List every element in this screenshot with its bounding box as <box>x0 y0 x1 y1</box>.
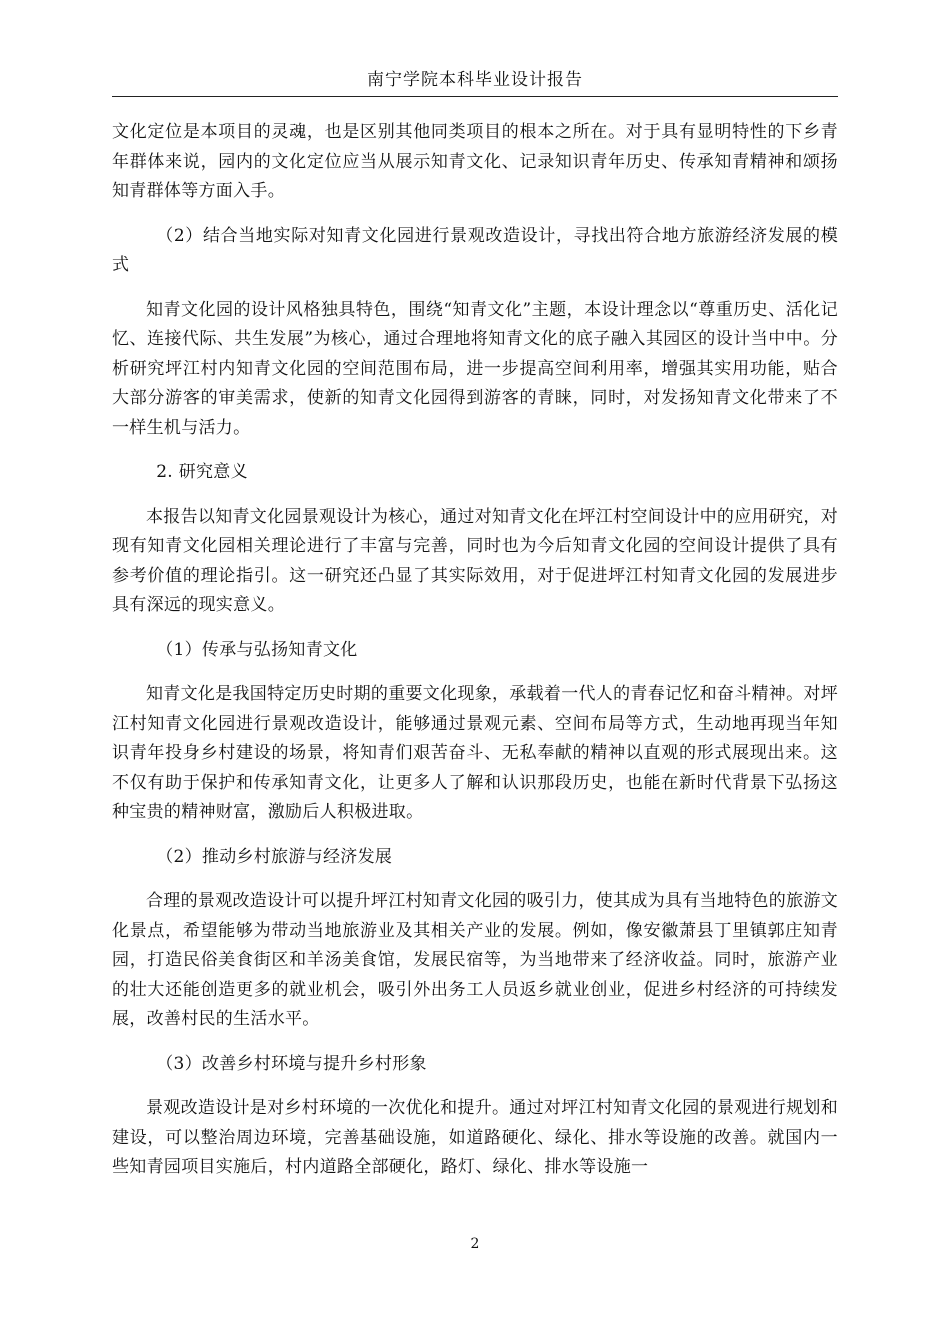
paragraph-design-style: 知青文化园的设计风格独具特色，围绕“知青文化”主题，本设计理念以“尊重历史、活化记忆、连接代际、共生发展”为核心，通过合理地将知青文化的底子融入其园区的设计当中中。分析研究坪江村内知青文化园的空间范围布局，进一步提高空间利用率，增强其实用功能，贴合大部分游客的审美需求，使新的知青文化园得到游客的青睐，同时，对发扬知青文化带来了不一样生机与活力。 <box>112 299 838 438</box>
section-heading-research-significance: 2. 研究意义 <box>156 462 248 482</box>
paragraph-inherit-culture: 知青文化是我国特定历史时期的重要文化现象，承载着一代人的青春记忆和奋斗精神。对坪江村知青文化园进行景观改造设计，能够通过景观元素、空间布局等方式，生动地再现当年知识青年投身乡村建设的场景，将知青们艰苦奋斗、无私奉献的精神以直观的形式展现出来。这不仅有助于保护和传承知青文化，让更多人了解和认识那段历史，也能在新时代背景下弘扬这种宝贵的精神财富，激励后人积极进取。 <box>112 684 838 822</box>
subheading-landscape-redesign: （2）结合当地实际对知青文化园进行景观改造设计，寻找出符合地方旅游经济发展的模式 <box>112 225 838 275</box>
document-body <box>112 118 838 1198</box>
subheading-rural-environment: （3）改善乡村环境与提升乡村形象 <box>156 1053 427 1074</box>
page-number: 2 <box>470 1236 480 1252</box>
paragraph-research-significance: 本报告以知青文化园景观设计为核心，通过对知青文化在坪江村空间设计中的应用研究，对现有知青文化园相关理论进行了丰富与完善，同时也为今后知青文化园的空间设计提供了具有参考价值的理论指引。这一研究还凸显了其实际效用，对于促进坪江村知青文化园的发展进步具有深远的现实意义。 <box>112 506 838 615</box>
page-header-title: 南宁学院本科毕业设计报告 <box>367 70 583 90</box>
subheading-inherit-culture: （1）传承与弘扬知青文化 <box>156 639 358 660</box>
paragraph-cultural-positioning: 文化定位是本项目的灵魂，也是区别其他同类项目的根本之所在。对于具有显明特性的下乡青年群体来说，园内的文化定位应当从展示知青文化、记录知识青年历史、传承知青精神和颂扬知青群体等方面入手。 <box>112 122 838 201</box>
subheading-rural-tourism: （2）推动乡村旅游与经济发展 <box>156 846 393 867</box>
header-divider <box>112 96 838 97</box>
paragraph-rural-tourism: 合理的景观改造设计可以提升坪江村知青文化园的吸引力，使其成为具有当地特色的旅游文化景点，希望能够为带动当地旅游业及其相关产业的发展。例如，像安徽萧县丁里镇郭庄知青园，打造民俗美食街区和羊汤美食馆，发展民宿等，为当地带来了经济收益。同时，旅游产业的壮大还能创造更多的就业机会，吸引外出务工人员返乡就业创业，促进乡村经济的可持续发展，改善村民的生活水平。 <box>112 891 838 1029</box>
paragraph-rural-environment: 景观改造设计是对乡村环境的一次优化和提升。通过对坪江村知青文化园的景观进行规划和建设，可以整治周边环境，完善基础设施，如道路硬化、绿化、排水等设施的改善。就国内一些知青园项目实施后，村内道路全部硬化，路灯、绿化、排水等设施一 <box>112 1098 838 1177</box>
